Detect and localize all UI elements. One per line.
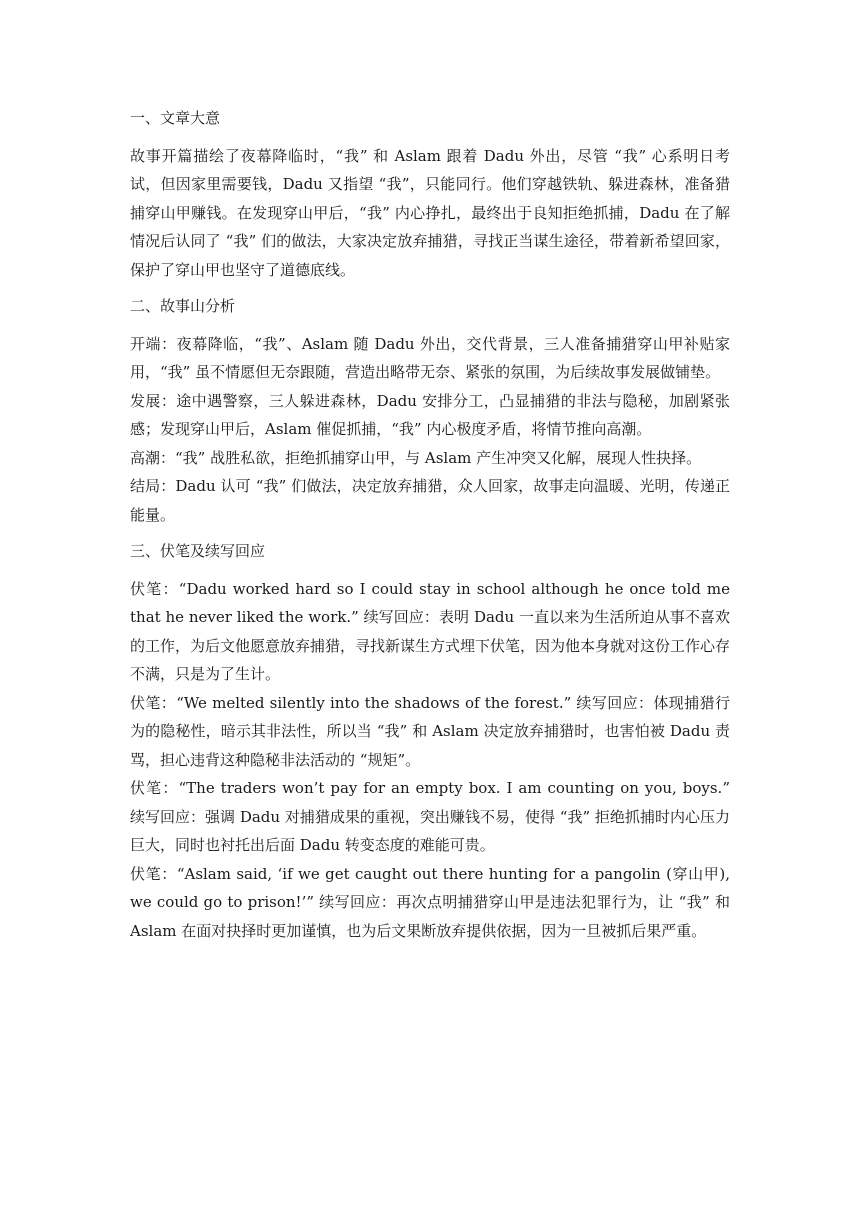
- paragraph: 故事开篇描绘了夜幕降临时，“我” 和 Aslam 跟着 Dadu 外出，尽管 “我” 心系明日考试，但因家里需要钱，Dadu 又指望 “我”，只能同行。他们穿越铁轨、躲进森林，准备猎捕穿山甲赚钱。在发现穿山甲后，“我” 内心挣扎，最终出于良知拒绝抓捕，Dadu 在了解情况后认同了 “我” 们的做法，大家决定放弃捕猎，寻找正当谋生途径，带着新希望回家，保护了穿山甲也坚守了道德底线。: [130, 146, 730, 279]
- section-summary: [130, 104, 730, 284]
- section-foreshadowing: [130, 537, 730, 945]
- paragraph-foreshadowing: 伏笔：“We melted silently into the shadows of the forest.” 续写回应：体现捕猎行为的隐秘性，暗示其非法性，所以当 “我” 和 Aslam 决定放弃捕猎时，也害怕被 Dadu 责骂，担心违背这种隐秘非法活动的 “规矩”。: [130, 693, 730, 769]
- paragraph-climax: 高潮：“我” 战胜私欲，拒绝抓捕穿山甲，与 Aslam 产生冲突又化解，展现人性抉择。: [130, 448, 702, 467]
- section-story-mountain: [130, 292, 730, 529]
- paragraph-foreshadowing: 伏笔：“Dadu worked hard so I could stay in school although he once told me that he never liked the work.” 续写回应：表明 Dadu 一直以来为生活所迫从事不喜欢的工作，为后文他愿意放弃捕猎，寻找新谋生方式埋下伏笔，因为他本身就对这份工作心存不满，只是为了生计。: [130, 579, 731, 683]
- paragraph-foreshadowing: 伏笔：“The traders won’t pay for an empty box. I am counting on you, boys.” 续写回应：强调 Dadu 对捕猎成果的重视，突出赚钱不易，使得 “我” 拒绝抓捕时内心压力巨大，同时也衬托出后面 Dadu 转变态度的难能可贵。: [130, 779, 730, 854]
- section-heading: 一、文章大意: [130, 109, 221, 127]
- section-heading: 二、故事山分析: [130, 297, 236, 315]
- section-heading: 三、伏笔及续写回应: [130, 542, 266, 560]
- document-body: [130, 104, 730, 945]
- paragraph-foreshadowing: 伏笔：“Aslam said, ‘if we get caught out there hunting for a pangolin (穿山甲), we could go to prison!’” 续写回应：再次点明捕猎穿山甲是违法犯罪行为，让 “我” 和 Aslam 在面对抉择时更加谨慎，也为后文果断放弃提供依据，因为一旦被抓后果严重。: [130, 864, 730, 940]
- paragraph-ending: 结局：Dadu 认可 “我” 们做法，决定放弃捕猎，众人回家，故事走向温暖、光明，传递正能量。: [130, 477, 730, 524]
- paragraph-beginning: 开端：夜幕降临，“我”、Aslam 随 Dadu 外出，交代背景，三人准备捕猎穿山甲补贴家用，“我” 虽不情愿但无奈跟随，营造出略带无奈、紧张的氛围，为后续故事发展做铺垫。: [130, 334, 730, 381]
- paragraph-development: 发展：途中遇警察，三人躲进森林，Dadu 安排分工，凸显捕猎的非法与隐秘，加剧紧张感；发现穿山甲后，Aslam 催促抓捕，“我” 内心极度矛盾，将情节推向高潮。: [130, 391, 730, 438]
